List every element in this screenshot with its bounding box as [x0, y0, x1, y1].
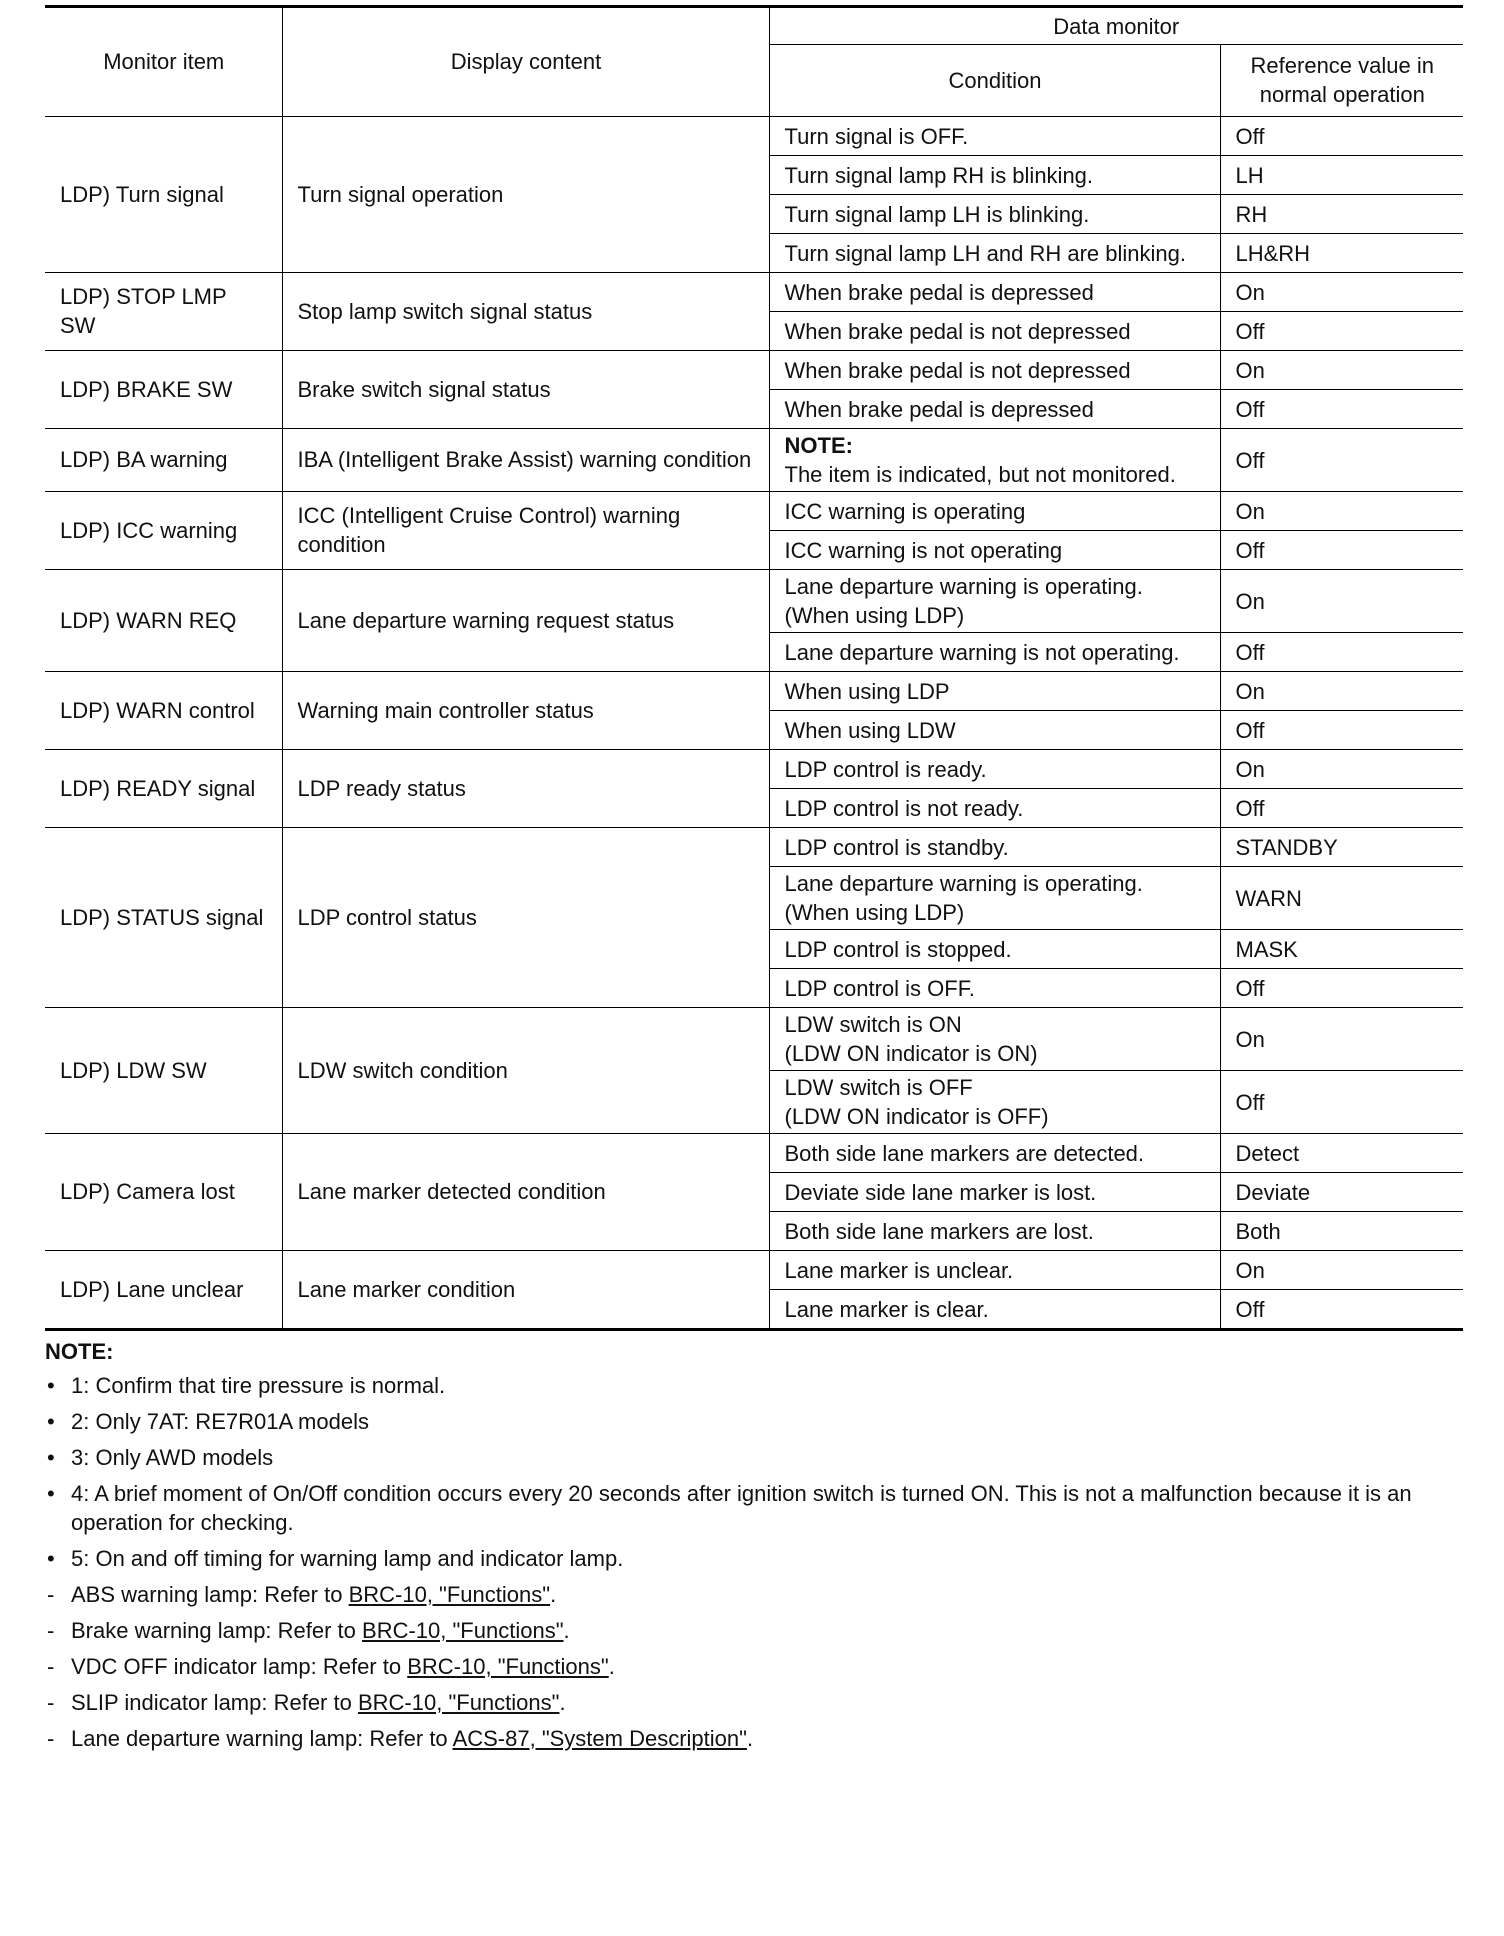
- reference-value-cell: Off: [1220, 429, 1463, 492]
- condition-cell: [769, 1008, 1220, 1071]
- condition-cell: [769, 1251, 1220, 1290]
- note-period: .: [746, 1726, 754, 1751]
- condition-text: LDP control is not ready.: [784, 795, 1024, 821]
- reference-value-cell: Off: [1220, 390, 1463, 429]
- condition-cell: [769, 429, 1220, 492]
- condition-cell: [769, 1212, 1220, 1251]
- reference-value-cell: LH&RH: [1220, 234, 1463, 273]
- condition-text: When brake pedal is depressed: [784, 279, 1094, 305]
- condition-cell: [769, 234, 1220, 273]
- display-content-cell: IBA (Intelligent Brake Assist) warning condition: [282, 429, 769, 492]
- condition-text: (LDW ON indicator is OFF): [784, 1104, 1049, 1129]
- condition-text: Both side lane markers are lost.: [784, 1218, 1094, 1244]
- bullet-icon: •: [47, 1546, 55, 1571]
- note-item: [45, 1688, 1463, 1717]
- condition-cell: [769, 570, 1220, 633]
- monitor-item-cell: LDP) Lane unclear: [45, 1251, 282, 1330]
- reference-value-cell: STANDBY: [1220, 828, 1463, 867]
- table-row: [45, 1251, 1463, 1290]
- table-row: [45, 351, 1463, 390]
- condition-text: LDW switch is OFF: [784, 1075, 973, 1100]
- reference-value-cell: Off: [1220, 1071, 1463, 1134]
- notes-section: [45, 1337, 1463, 1753]
- table-row: [45, 1008, 1463, 1071]
- table-row: [45, 492, 1463, 531]
- reference-value-cell: MASK: [1220, 930, 1463, 969]
- reference-value-cell: Off: [1220, 312, 1463, 351]
- note-item: [45, 1407, 1463, 1436]
- table-row: [45, 570, 1463, 633]
- bullet-icon: •: [47, 1373, 55, 1398]
- bullet-icon: •: [47, 1445, 55, 1470]
- reference-link[interactable]: BRC-10, "Functions": [357, 1690, 560, 1715]
- condition-text: LDW switch is ON: [784, 1012, 962, 1037]
- note-period: .: [608, 1654, 615, 1679]
- condition-text: Turn signal is OFF.: [784, 123, 969, 149]
- reference-value-cell: Off: [1220, 711, 1463, 750]
- notes-title: NOTE:: [45, 1339, 114, 1364]
- note-item: [45, 1724, 1463, 1753]
- monitor-item-cell: LDP) Turn signal: [45, 117, 282, 273]
- condition-cell: [769, 117, 1220, 156]
- dash-icon: -: [47, 1618, 55, 1643]
- table-row: [45, 1134, 1463, 1173]
- condition-text: Lane departure warning is operating.: [784, 871, 1143, 896]
- condition-text: Turn signal lamp LH and RH are blinking.: [784, 240, 1186, 266]
- condition-cell: [769, 351, 1220, 390]
- condition-text: Turn signal lamp RH is blinking.: [784, 162, 1094, 188]
- reference-value-cell: Off: [1220, 789, 1463, 828]
- condition-cell: [769, 711, 1220, 750]
- condition-cell: [769, 750, 1220, 789]
- monitor-item-cell: LDP) BRAKE SW: [45, 351, 282, 429]
- notes-list: [45, 1371, 1463, 1753]
- reference-value-cell: Detect: [1220, 1134, 1463, 1173]
- note-item: [45, 1652, 1463, 1681]
- condition-text: Deviate side lane marker is lost.: [784, 1179, 1097, 1205]
- condition-text: Turn signal lamp LH is blinking.: [784, 201, 1090, 227]
- condition-text: LDP control is standby.: [784, 834, 1009, 860]
- condition-cell: [769, 390, 1220, 429]
- note-item: [45, 1544, 1463, 1573]
- display-content-cell: Warning main controller status: [282, 672, 769, 750]
- condition-text: When using LDP: [784, 678, 950, 704]
- note-text: Lane departure warning lamp: Refer to: [71, 1726, 453, 1751]
- reference-value-cell: Both: [1220, 1212, 1463, 1251]
- note-period: .: [563, 1618, 570, 1643]
- condition-cell: [769, 789, 1220, 828]
- note-text: 3: Only AWD models: [71, 1445, 274, 1470]
- condition-cell: [769, 492, 1220, 531]
- condition-text: When brake pedal is depressed: [784, 396, 1094, 422]
- condition-cell: [769, 633, 1220, 672]
- monitor-item-cell: LDP) BA warning: [45, 429, 282, 492]
- condition-text: Both side lane markers are detected.: [784, 1140, 1145, 1166]
- dash-icon: -: [47, 1690, 55, 1715]
- note-text: VDC OFF indicator lamp: Refer to: [71, 1654, 408, 1679]
- display-content-cell: Lane marker detected condition: [282, 1134, 769, 1251]
- condition-cell: [769, 156, 1220, 195]
- condition-text: The item is indicated, but not monitored.: [784, 462, 1176, 487]
- note-text: 4: A brief moment of On/Off condition occurs every 20 seconds after ignition switch is turned ON. This is not a malfunction because it is an operation for checking.: [71, 1481, 1412, 1535]
- document: [45, 5, 1463, 1760]
- table-body: [45, 117, 1463, 1330]
- display-content-cell: Lane departure warning request status: [282, 570, 769, 672]
- header-data-monitor: Data monitor: [769, 7, 1463, 45]
- condition-cell: [769, 273, 1220, 312]
- display-content-cell: LDP control status: [282, 828, 769, 1008]
- note-text: SLIP indicator lamp: Refer to: [71, 1690, 358, 1715]
- monitor-item-cell: LDP) STOP LMP SW: [45, 273, 282, 351]
- reference-value-cell: On: [1220, 492, 1463, 531]
- display-content-cell: Brake switch signal status: [282, 351, 769, 429]
- condition-cell: [769, 1173, 1220, 1212]
- dash-icon: -: [47, 1654, 55, 1679]
- monitor-item-cell: LDP) WARN control: [45, 672, 282, 750]
- condition-cell: [769, 969, 1220, 1008]
- reference-value-cell: WARN: [1220, 867, 1463, 930]
- dash-icon: -: [47, 1582, 55, 1607]
- reference-value-cell: Off: [1220, 117, 1463, 156]
- bullet-icon: •: [47, 1409, 55, 1434]
- table-row: [45, 429, 1463, 492]
- condition-text: ICC warning is operating: [784, 498, 1026, 524]
- condition-text: (When using LDP): [784, 603, 965, 628]
- reference-value-cell: On: [1220, 672, 1463, 711]
- condition-text: (LDW ON indicator is ON): [784, 1041, 1038, 1066]
- condition-text: ICC warning is not operating: [784, 537, 1063, 563]
- reference-value-cell: On: [1220, 1008, 1463, 1071]
- display-content-cell: LDP ready status: [282, 750, 769, 828]
- reference-value-cell: Off: [1220, 633, 1463, 672]
- header-display-content: Display content: [282, 7, 769, 117]
- condition-text: Lane marker is clear.: [784, 1296, 989, 1322]
- note-item: [45, 1371, 1463, 1400]
- display-content-cell: Turn signal operation: [282, 117, 769, 273]
- reference-value-cell: RH: [1220, 195, 1463, 234]
- condition-cell: [769, 1290, 1220, 1330]
- header-reference-value: Reference value in normal operation: [1220, 45, 1463, 117]
- condition-cell: [769, 1071, 1220, 1134]
- condition-cell: [769, 930, 1220, 969]
- bullet-icon: •: [47, 1481, 55, 1506]
- reference-link[interactable]: BRC-10, "Functions": [407, 1654, 609, 1679]
- reference-value-cell: On: [1220, 273, 1463, 312]
- note-item: [45, 1580, 1463, 1609]
- table-row: [45, 672, 1463, 711]
- condition-text: LDP control is OFF.: [784, 975, 975, 1001]
- monitor-item-cell: LDP) READY signal: [45, 750, 282, 828]
- note-text: 1: Confirm that tire pressure is normal.: [71, 1373, 446, 1398]
- condition-text: Lane departure warning is operating.: [784, 574, 1143, 599]
- condition-cell: [769, 672, 1220, 711]
- note-text: Brake warning lamp: Refer to: [71, 1618, 363, 1643]
- header-condition: Condition: [769, 45, 1220, 117]
- note-label: NOTE:: [784, 433, 853, 458]
- reference-value-cell: Off: [1220, 531, 1463, 570]
- monitor-item-cell: LDP) Camera lost: [45, 1134, 282, 1251]
- condition-text: When using LDW: [784, 717, 956, 743]
- table-row: [45, 117, 1463, 156]
- header-monitor-item: Monitor item: [45, 7, 282, 117]
- reference-link[interactable]: ACS-87, "System Description": [452, 1726, 747, 1751]
- monitor-item-cell: LDP) STATUS signal: [45, 828, 282, 1008]
- display-content-cell: Stop lamp switch signal status: [282, 273, 769, 351]
- reference-value-cell: On: [1220, 750, 1463, 789]
- display-content-cell: ICC (Intelligent Cruise Control) warning condition: [282, 492, 769, 570]
- note-period: .: [559, 1690, 566, 1715]
- condition-cell: [769, 531, 1220, 570]
- table-row: [45, 828, 1463, 867]
- condition-text: LDP control is stopped.: [784, 936, 1012, 962]
- display-content-cell: LDW switch condition: [282, 1008, 769, 1134]
- condition-cell: [769, 195, 1220, 234]
- note-text: ABS warning lamp: Refer to: [71, 1582, 349, 1607]
- note-period: .: [550, 1582, 557, 1607]
- condition-text: Lane marker is unclear.: [784, 1257, 1014, 1283]
- reference-value-cell: Off: [1220, 969, 1463, 1008]
- condition-cell: [769, 1134, 1220, 1173]
- reference-value-cell: Off: [1220, 1290, 1463, 1330]
- note-item: [45, 1479, 1463, 1537]
- monitor-item-cell: LDP) ICC warning: [45, 492, 282, 570]
- reference-link[interactable]: BRC-10, "Functions": [362, 1618, 564, 1643]
- monitor-item-cell: LDP) LDW SW: [45, 1008, 282, 1134]
- condition-text: Lane departure warning is not operating.: [784, 639, 1180, 665]
- reference-value-cell: On: [1220, 570, 1463, 633]
- note-item: [45, 1443, 1463, 1472]
- table-row: [45, 750, 1463, 789]
- condition-cell: [769, 312, 1220, 351]
- condition-text: When brake pedal is not depressed: [784, 318, 1131, 344]
- reference-value-cell: On: [1220, 1251, 1463, 1290]
- condition-text: LDP control is ready.: [784, 756, 987, 782]
- note-text: 5: On and off timing for warning lamp and indicator lamp.: [71, 1546, 624, 1571]
- condition-cell: [769, 867, 1220, 930]
- note-text: 2: Only 7AT: RE7R01A models: [71, 1409, 369, 1434]
- dash-icon: -: [47, 1726, 55, 1751]
- display-content-cell: Lane marker condition: [282, 1251, 769, 1330]
- reference-value-cell: Deviate: [1220, 1173, 1463, 1212]
- condition-text: (When using LDP): [784, 900, 965, 925]
- reference-link[interactable]: BRC-10, "Functions": [348, 1582, 551, 1607]
- monitor-item-cell: LDP) WARN REQ: [45, 570, 282, 672]
- reference-value-cell: On: [1220, 351, 1463, 390]
- condition-text: When brake pedal is not depressed: [784, 357, 1131, 383]
- data-monitor-table: [45, 5, 1463, 1331]
- reference-value-cell: LH: [1220, 156, 1463, 195]
- table-row: [45, 273, 1463, 312]
- condition-cell: [769, 828, 1220, 867]
- note-item: [45, 1616, 1463, 1645]
